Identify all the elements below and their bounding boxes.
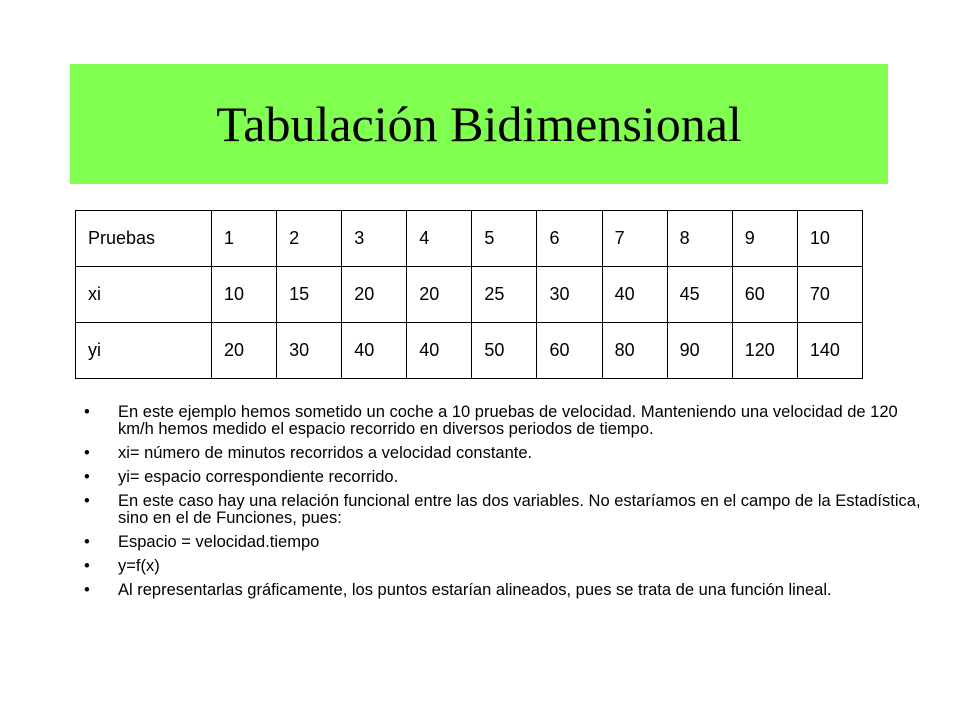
table-cell: 8 — [667, 211, 732, 267]
bullet-item — [84, 493, 924, 527]
table-cell: 70 — [797, 267, 862, 323]
bullet-text: Al representarlas gráficamente, los puntos estarían alineados, pues se trata de una función lineal. — [118, 581, 832, 599]
table-cell: 1 — [212, 211, 277, 267]
bullet-marker: • — [84, 492, 90, 510]
table-cell: 60 — [537, 323, 602, 379]
table-cell: 4 — [407, 211, 472, 267]
table-cell: 5 — [472, 211, 537, 267]
table-cell: 30 — [537, 267, 602, 323]
bullet-marker: • — [84, 403, 90, 421]
table-cell: 20 — [212, 323, 277, 379]
bullet-marker: • — [84, 468, 90, 486]
table-row — [76, 323, 863, 379]
table-cell: 10 — [212, 267, 277, 323]
table-cell: 6 — [537, 211, 602, 267]
bullet-text: xi= número de minutos recorridos a velocidad constante. — [118, 444, 533, 462]
table-cell: 7 — [602, 211, 667, 267]
data-table — [75, 210, 863, 379]
table-cell: 3 — [342, 211, 407, 267]
table-cell: 2 — [277, 211, 342, 267]
table-cell: 25 — [472, 267, 537, 323]
table-row — [76, 267, 863, 323]
bullet-text: y=f(x) — [118, 557, 160, 575]
bullet-item — [84, 445, 924, 462]
table-cell: 40 — [602, 267, 667, 323]
row-header-cell: Pruebas — [76, 211, 212, 267]
table-cell: 40 — [342, 323, 407, 379]
table-cell: 15 — [277, 267, 342, 323]
table-cell: 9 — [732, 211, 797, 267]
table-cell: 80 — [602, 323, 667, 379]
table-cell: 50 — [472, 323, 537, 379]
table-cell: 20 — [407, 267, 472, 323]
row-header-cell: yi — [76, 323, 212, 379]
bullet-item — [84, 404, 924, 438]
table-cell: 30 — [277, 323, 342, 379]
bullet-marker: • — [84, 557, 90, 575]
table-cell: 45 — [667, 267, 732, 323]
table-cell: 140 — [797, 323, 862, 379]
table-row — [76, 211, 863, 267]
bullet-text: En este ejemplo hemos sometido un coche a 10 pruebas de velocidad. Manteniendo una velocidad de 120 km/h hemos medido el espacio recorrido en diversos periodos de tiempo. — [118, 403, 898, 438]
slide-title: Tabulación Bidimensional — [216, 96, 742, 152]
bullet-item — [84, 534, 924, 551]
title-banner — [70, 64, 888, 184]
bullet-text: yi= espacio correspondiente recorrido. — [118, 468, 399, 486]
bullet-item — [84, 469, 924, 486]
bullet-marker: • — [84, 444, 90, 462]
table-cell: 20 — [342, 267, 407, 323]
bullet-text: Espacio = velocidad.tiempo — [118, 533, 320, 551]
table-cell: 90 — [667, 323, 732, 379]
table-cell: 40 — [407, 323, 472, 379]
bullet-item — [84, 582, 924, 599]
bullet-marker: • — [84, 533, 90, 551]
bullet-text: En este caso hay una relación funcional entre las dos variables. No estaríamos en el campo de la Estadística, sino en el de Funciones, pues: — [118, 492, 921, 527]
bullet-item — [84, 558, 924, 575]
table-cell: 120 — [732, 323, 797, 379]
bullet-list — [84, 404, 924, 606]
table-cell: 10 — [797, 211, 862, 267]
table-cell: 60 — [732, 267, 797, 323]
bullet-marker: • — [84, 581, 90, 599]
row-header-cell: xi — [76, 267, 212, 323]
